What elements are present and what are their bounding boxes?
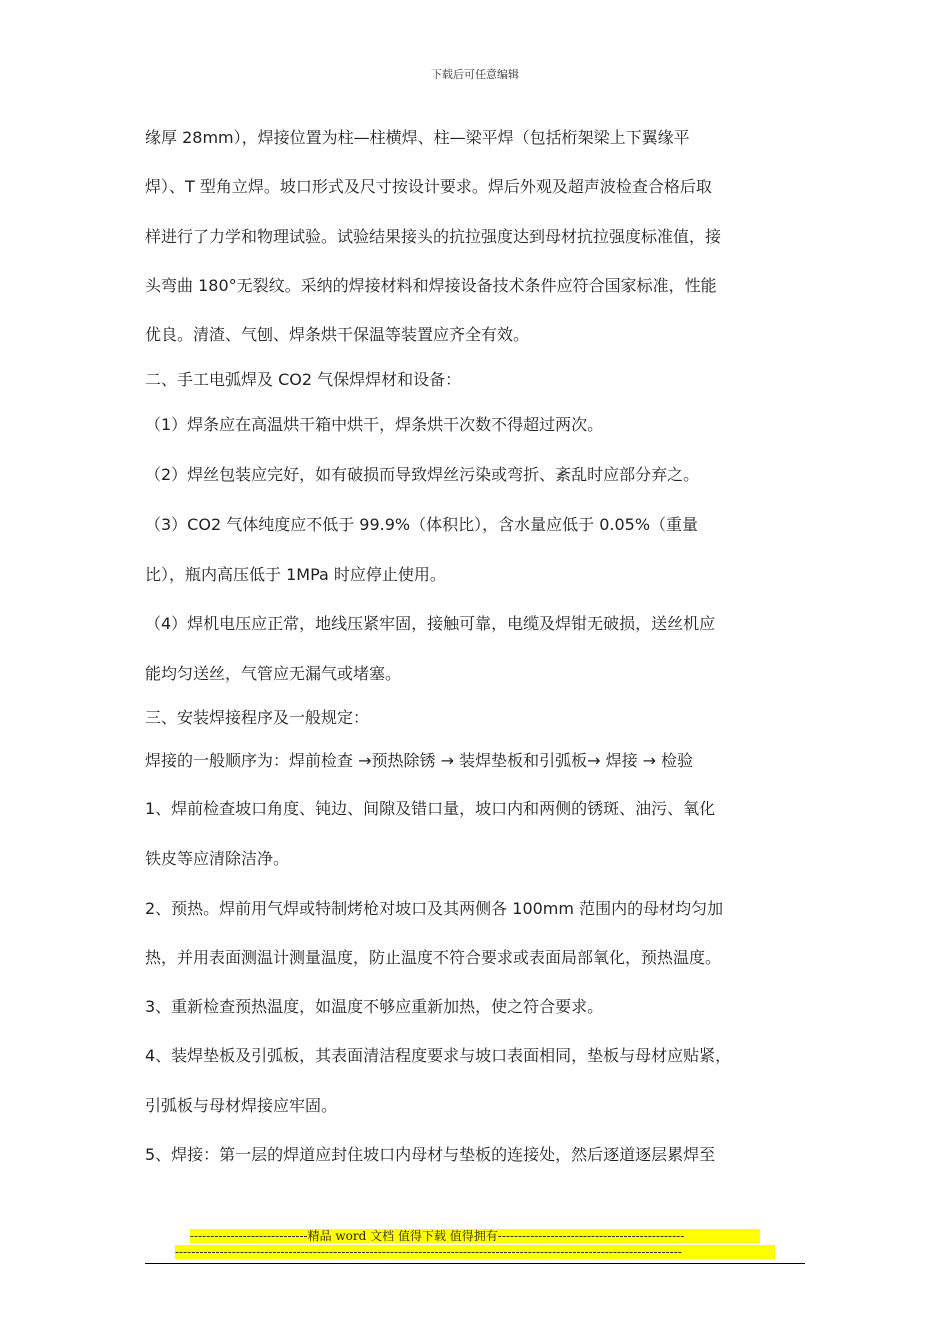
body-line: 引弧板与母材焊接应牢固。 [145, 1096, 338, 1115]
body-line: 能均匀送丝，气管应无漏气或堵塞。 [145, 664, 402, 683]
body-line: 头弯曲 180°无裂纹。采纳的焊接材料和焊接设备技术条件应符合国家标准，性能 [145, 276, 717, 295]
body-line: 铁皮等应清除洁净。 [145, 849, 290, 868]
body-line: （1）焊条应在高温烘干箱中烘干，焊条烘干次数不得超过两次。 [145, 415, 604, 434]
body-line: 比），瓶内高压低于 1MPa 时应停止使用。 [145, 565, 446, 584]
footer-banner: -----------------------------精品 word 文档 值得下载 值得拥有---------------------------------------------- [190, 1229, 760, 1243]
section-heading: 二、手工电弧焊及 CO2 气保焊焊材和设备： [145, 370, 462, 389]
page-header: 下载后可任意编辑 [431, 68, 519, 81]
section-heading: 三、安装焊接程序及一般规定： [145, 708, 370, 727]
body-line: （4）焊机电压应正常，地线压紧牢固，接触可靠，电缆及焊钳无破损，送丝机应 [145, 614, 716, 633]
body-line: 缘厚 28mm），焊接位置为柱—柱横焊、柱—梁平焊（包括桁架梁上下翼缘平 [145, 128, 690, 147]
body-line: 4、装焊垫板及引弧板，其表面清洁程度要求与坡口表面相同，垫板与母材应贴紧， [145, 1046, 732, 1065]
body-line: 样进行了力学和物理试验。试验结果接头的抗拉强度达到母材抗拉强度标准值，接 [145, 227, 722, 246]
body-line: 焊接的一般顺序为：焊前检查 →预热除锈 → 装焊垫板和引弧板→ 焊接 → 检验 [145, 751, 694, 770]
body-line: 2、预热。焊前用气焊或特制烤枪对坡口及其两侧各 100mm 范围内的母材均匀加 [145, 899, 724, 918]
body-line: 5、焊接：第一层的焊道应封住坡口内母材与垫板的连接处，然后逐道逐层累焊至 [145, 1145, 716, 1164]
body-line: 焊）、T 型角立焊。坡口形式及尺寸按设计要求。焊后外观及超声波检查合格后取 [145, 177, 712, 196]
footer-dashes: ----------------------------------------------------------------------------------------------------------------------------- [175, 1245, 775, 1259]
body-line: 3、重新检查预热温度，如温度不够应重新加热，使之符合要求。 [145, 997, 604, 1016]
body-line: （3）CO2 气体纯度应不低于 99.9%（体积比），含水量应低于 0.05%（重量 [145, 515, 699, 534]
body-line: 优良。清渣、气刨、焊条烘干保温等装置应齐全有效。 [145, 325, 530, 344]
body-line: （2）焊丝包装应完好，如有破损而导致焊丝污染或弯折、紊乱时应部分弃之。 [145, 465, 700, 484]
body-line: 1、焊前检查坡口角度、钝边、间隙及错口量，坡口内和两侧的锈斑、油污、氧化 [145, 799, 716, 818]
body-line: 热，并用表面测温计测量温度，防止温度不符合要求或表面局部氧化，预热温度。 [145, 948, 722, 967]
footer-rule [145, 1263, 805, 1264]
